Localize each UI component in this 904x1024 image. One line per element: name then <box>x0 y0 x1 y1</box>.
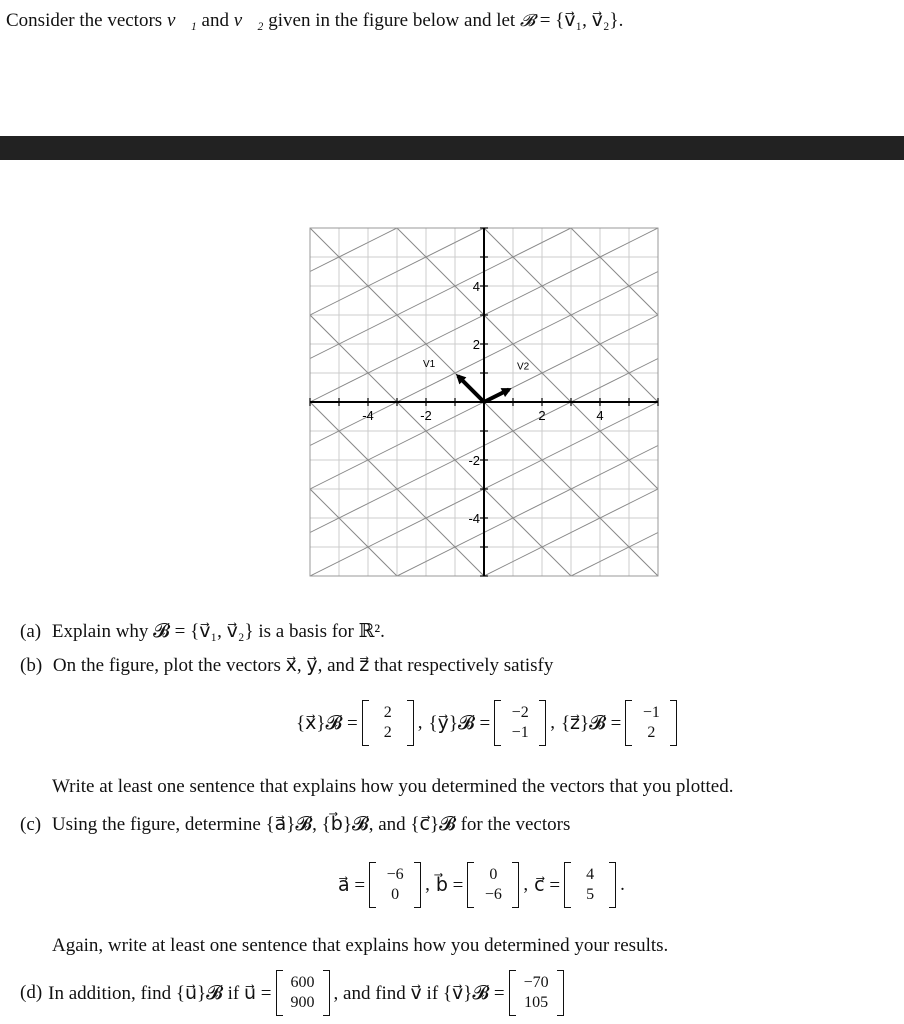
part-b-equations: {x⃗}𝓑 = 2 2 , {y⃗}𝓑 = −2 −1 , {z⃗}𝓑 = −1 2 <box>296 700 681 746</box>
u-vector-matrix: 600 900 <box>276 970 330 1016</box>
x-coord-matrix: 2 2 <box>362 700 414 746</box>
y-tick-label: -4 <box>468 511 480 526</box>
basis-line <box>368 220 670 590</box>
basis-line <box>600 220 670 590</box>
v-coord-matrix: −70 105 <box>509 970 564 1016</box>
part-b-sentence: Write at least one sentence that explains how you determined the vectors that you plotted. <box>52 776 734 797</box>
a-vector-matrix: −6 0 <box>369 862 421 908</box>
z-coord-matrix: −1 2 <box>625 700 677 746</box>
v1-label: V1 <box>423 359 436 370</box>
c-vector-matrix: 4 5 <box>564 862 616 908</box>
y-tick-label: -2 <box>468 453 480 468</box>
y-coord-matrix: −2 −1 <box>494 700 546 746</box>
x-tick-label: 2 <box>538 408 546 423</box>
basis-line <box>300 220 600 590</box>
basis-line <box>300 220 426 590</box>
basis-figure <box>300 220 670 590</box>
part-c-sentence: Again, write at least one sentence that explains how you determined your results. <box>52 935 669 956</box>
basis-line <box>368 576 670 590</box>
part-b: (b) On the figure, plot the vectors x⃗, y⃗, and z⃗ that respectively satisfy <box>20 655 554 676</box>
v2-arrow <box>484 390 509 403</box>
basis-line <box>484 220 670 590</box>
basis-line <box>426 220 670 590</box>
basis-line <box>300 220 310 590</box>
y-tick-label: 4 <box>472 279 480 294</box>
v2-label: V2 <box>517 361 530 373</box>
basis-line <box>300 220 542 590</box>
basis-line <box>658 220 670 590</box>
basis-line <box>300 220 600 228</box>
x-tick-label: -4 <box>362 408 374 423</box>
part-c-equations: a⃗ = −6 0 , b⃗ = 0 −6 , c⃗ = 4 5 . <box>338 862 625 908</box>
x-tick-label: 4 <box>596 408 604 423</box>
y-tick-label: 2 <box>472 337 480 352</box>
divider-bar <box>0 136 904 160</box>
x-tick-label: -2 <box>420 408 432 423</box>
basis-line <box>300 220 658 286</box>
part-d: (d) In addition, find {u⃗}𝓑 if u⃗ = 600 900 , and find v⃗ if {v⃗}𝓑 = −70 105 <box>20 970 568 1016</box>
b-vector-matrix: 0 −6 <box>467 862 519 908</box>
part-a: (a) Explain why 𝓑 = {v⃗₁, v⃗₂} is a basis for ℝ². <box>20 621 385 642</box>
intro-text: Consider the vectors v⃗₁ and v⃗₂ given in the figure below and let 𝓑 = {v⃗₁, v⃗₂}. <box>6 10 624 31</box>
v1-arrow <box>458 376 484 402</box>
part-c: (c) Using the figure, determine {a⃗}𝓑, {b⃗}𝓑, and {c⃗}𝓑 for the vectors <box>20 814 571 835</box>
basis-line <box>339 547 670 590</box>
